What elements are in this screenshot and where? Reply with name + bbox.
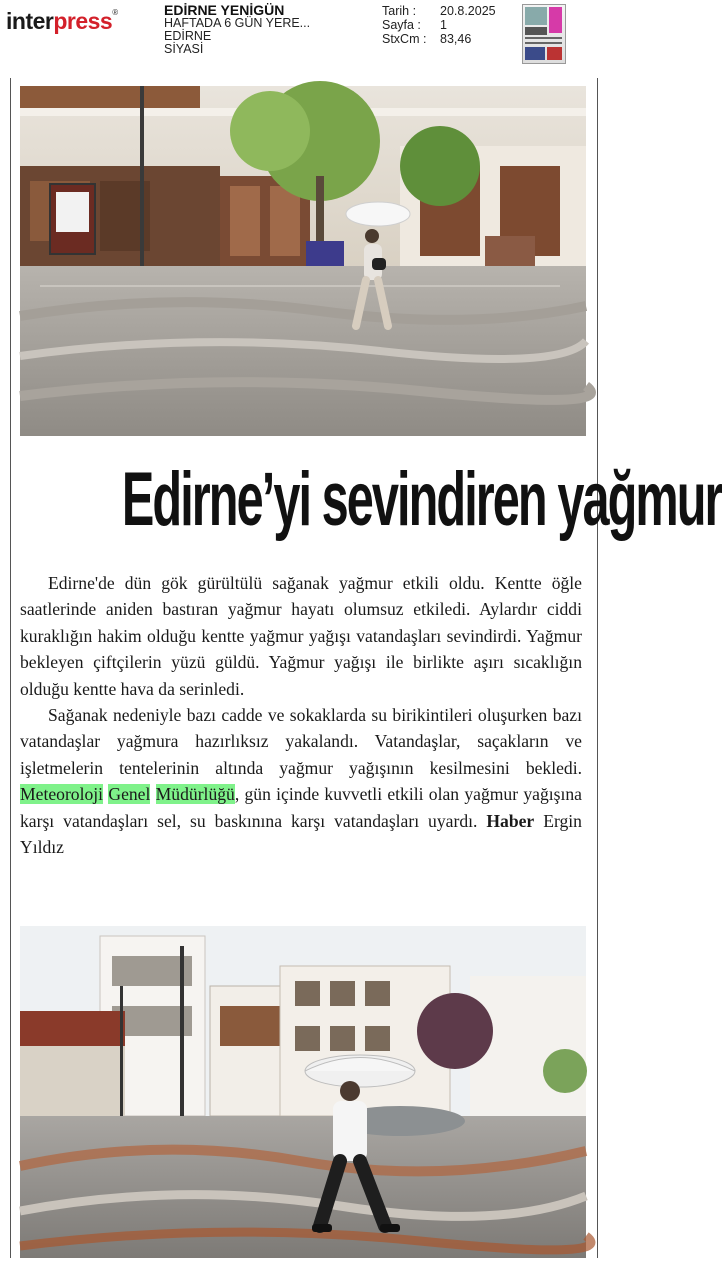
publication-section: SİYASİ xyxy=(164,42,204,56)
article-paragraph-2: Sağanak nedeniyle bazı cadde ve sokaklarda su birikintileri oluşurken bazı vatandaşlar yağmura hazırlıksız yakalandı. Vatandaşlar, saçakların ve işletmelerin tentelerinin altında yağmur yağışının kesilmesini bekledi. Meteoroloji Genel Müdürlüğü, gün içinde kuvvetli etkili olan yağmur yağışına karşı vatandaşları sel, su baskınına karşı vatandaşları uyardı. Haber Ergin Yıldız xyxy=(20,705,582,858)
meta-row-page: Sayfa : 1 xyxy=(382,18,447,32)
publication-info xyxy=(164,4,310,56)
meta-row-date: Tarih : 20.8.2025 xyxy=(382,4,496,18)
publication-city: EDİRNE xyxy=(164,29,212,43)
clipping-meta xyxy=(382,4,496,46)
article-headline: Edirne’yi sevindiren yağmur xyxy=(121,457,722,542)
photo-rainy-street-image xyxy=(20,86,586,436)
highlight-meteoroloji: Meteoroloji xyxy=(20,784,104,805)
byline-name: Ergin Yıldız xyxy=(20,810,582,858)
highlight-genel: Genel xyxy=(108,784,151,805)
photo-rainy-street xyxy=(20,86,586,436)
interpress-logo: interpress® xyxy=(6,8,118,34)
photo-man-with-umbrella xyxy=(20,926,586,1258)
article-paragraph-1: Edirne'de dün gök gürültülü sağanak yağmur etkili oldu. Kentte öğle saatlerinde aniden bastıran yağmur hayatı olumsuz etkiledi. Aylardır ciddi kuraklığın hakim olduğu kentte yağmur yağışı vatandaşları sevindirdi. Yağmur bekleyen çiftçilerin yüzü güldü. Yağmur yağışı ile birlikte aşırı sıcaklığın olduğu kentte hava da serinledi. xyxy=(20,573,582,699)
byline-label: Haber xyxy=(486,810,535,831)
highlight-mudurlugu: Müdürlüğü xyxy=(155,784,235,805)
publication-frequency: HAFTADA 6 GÜN YERE... xyxy=(164,16,311,30)
article-body xyxy=(20,570,582,860)
publication-name: EDİRNE YENİGÜN xyxy=(164,2,285,18)
page-thumbnail[interactable] xyxy=(522,4,566,64)
clipping-header xyxy=(0,0,608,70)
meta-row-stxcm: StxCm : 83,46 xyxy=(382,32,472,46)
photo-man-with-umbrella-image xyxy=(20,926,586,1258)
